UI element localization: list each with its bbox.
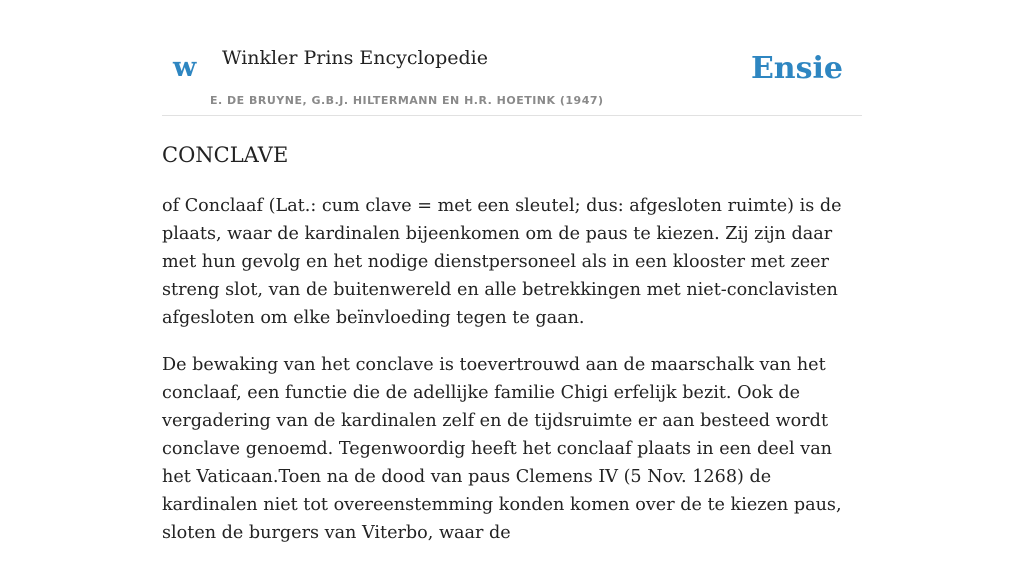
ensie-brand-logo[interactable]: Ensie <box>750 51 843 86</box>
entry-title: CONCLAVE <box>162 143 289 167</box>
site-header <box>162 0 862 116</box>
entry-body <box>162 192 866 566</box>
work-title[interactable]: Winkler Prins Encyclopedie <box>222 47 488 69</box>
entry-paragraph: of Conclaaf (Lat.: cum clave = met een sleutel; dus: afgesloten ruimte) is de plaats, waar de kardinalen bijeenkomen om de paus te kiezen. Zij zijn daar met hun gevolg en het nodige dienstpersoneel als in een klooster met zeer streng slot, van de buitenwereld en alle betrekkingen met niet-conclavisten afgesloten om elke beïnvloeding tegen te gaan. <box>162 196 842 328</box>
entry-paragraph: De bewaking van het conclave is toevertrouwd aan de maarschalk van het conclaaf, een functie die de adellijke familie Chigi erfelijk bezit. Ook de vergadering van de kardinalen zelf en de tijdsruimte er aan besteed wordt conclave genoemd. Tegenwoordig heeft het conclaaf plaats in een deel van het Vaticaan.Toen na de dood van paus Clemens IV (5 Nov. 1268) de kardinalen niet tot overeenstemming konden komen over de te kiezen paus, sloten de burgers van Viterbo, waar de <box>162 355 842 543</box>
work-authors: E. DE BRUYNE, G.B.J. HILTERMANN EN H.R. HOETINK (1947) <box>210 94 604 107</box>
work-logo-icon[interactable]: w <box>173 52 197 83</box>
